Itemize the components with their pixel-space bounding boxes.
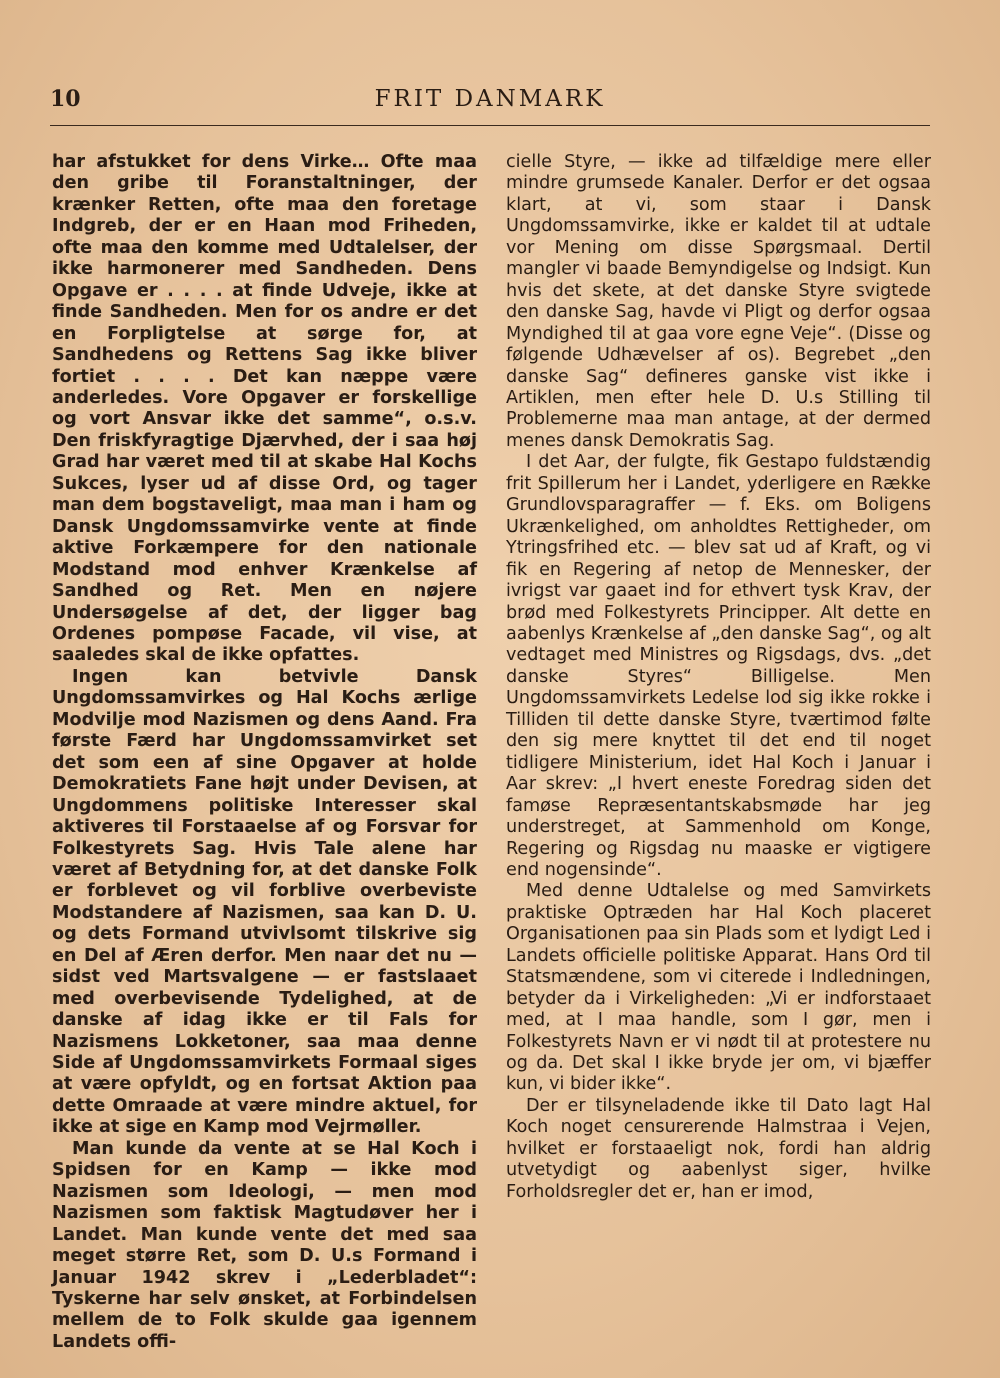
page-header: [50, 86, 930, 126]
left-column-paragraph: Ingen kan betvivle Dansk Ungdomssamvirkes og Hal Kochs ærlige Modvilje mod Nazismen og dens Aand. Fra første Færd har Ungdomssamvirket set det som een af sine Opgaver at holde Demokratiets Fane højt under Devisen, at Ungdommens politiske Interesser skal aktiveres til Forstaaelse af og Forsvar for Folkestyrets Sag. Hvis Tale alene har været af Betydning for, at det danske Folk er forblevet og vil forblive overbeviste Modstandere af Nazismen, saa kan D. U. og dets Formand utvivlsomt tilskrive sig en Del af Æren derfor. Men naar det nu — sidst ved Martsvalgene — er fastslaaet med overbevisende Tydelighed, at de danske af idag ikke er til Fals for Nazismens Lokketoner, saa maa denne Side af Ungdomssamvirkets Formaal siges at være opfyldt, og en fortsat Aktion paa dette Omraade at være mindre aktuel, for ikke at sige en Kamp mod Vejrmøller.: [52, 666, 477, 1138]
page-number: 10: [50, 86, 81, 112]
right-column-paragraph: cielle Styre, — ikke ad tilfældige mere eller mindre grumsede Kanaler. Derfor er det ogsaa klart, at vi, som staar i Dansk Ungdomssamvirke, ikke er kaldet til at udtale vor Mening om disse Spørgsmaal. Dertil mangler vi baade Bemyndigelse og Indsigt. Kun hvis det skete, at det danske Styre svigtede den danske Sag, havde vi Pligt og derfor ogsaa Myndighed til at gaa vore egne Veje“. (Disse og følgende Udhævelser af os). Begrebet „den danske Sag“ defineres ganske vist ikke i Artiklen, men efter hele D. U.s Stilling til Problemerne maa man antage, at der dermed menes dansk Demokratis Sag.: [506, 152, 931, 451]
right-column: [506, 152, 931, 1203]
left-column-paragraph: har afstukket for dens Virke… Ofte maa den gribe til Foranstaltninger, der krænker Retten, ofte maa den foretage Indgreb, der er en Haan mod Friheden, ofte maa den komme med Udtalelser, der ikke harmonerer med Sandheden. Dens Opgave er . . . . at finde Udveje, ikke at finde Sandheden. Men for os andre er det en Forpligtelse at sørge for, at Sandhedens og Rettens Sag ikke bliver fortiet . . . . Det kan næppe være anderledes. Vore Opgaver er forskellige og vort Ansvar ikke det samme“, o.s.v. Den friskfyragtige Djærvhed, der i saa høj Grad har været med til at skabe Hal Kochs Sukces, lyser ud af disse Ord, og tager man dem bogstaveligt, maa man i ham og Dansk Ungdomssamvirke vente at finde aktive Forkæmpere for den nationale Modstand mod enhver Krænkelse af Sandhed og Ret. Men en nøjere Undersøgelse af det, der ligger bag Ordenes pompøse Facade, vil vise, at saaledes skal de ikke opfattes.: [52, 152, 477, 666]
right-column-paragraph: I det Aar, der fulgte, fik Gestapo fuldstændig frit Spillerum her i Landet, yderligere en Række Grundlovsparagraffer — f. Eks. om Boligens Ukrænkelighed, om anholdtes Rettigheder, om Ytringsfrihed etc. — blev sat ud af Kraft, og vi fik en Regering af netop de Mennesker, der ivrigst var gaaet ind for ethvert tysk Krav, der brød med Folkestyrets Principper. Alt dette en aabenlys Krænkelse af „den danske Sag“, og alt vedtaget med Ministres og Rigsdags, dvs. „det danske Styres“ Billigelse. Men Ungdomssamvirkets Ledelse lod sig ikke rokke i Tilliden til dette danske Styre, tværtimod følte den sig mere knyttet til det end til noget tidligere Ministerium, idet Hal Koch i Januar i Aar skrev: „I hvert eneste Foredrag siden det famøse Repræsentantskabsmøde har jeg understreget, at Sammenhold om Konge, Regering og Rigsdag nu maaske er vigtigere end nogensinde“.: [506, 452, 931, 880]
right-column-paragraph: Der er tilsyneladende ikke til Dato lagt Hal Koch noget censurerende Halmstraa i Vejen, hvilket er forstaaeligt nok, fordi han aldrig utvetydigt og aabenlyst siger, hvilke Forholdsregler det er, han er imod,: [506, 1095, 931, 1202]
left-column: [52, 152, 477, 1353]
running-title: FRIT DANMARK: [374, 86, 606, 112]
left-column-paragraph: Man kunde da vente at se Hal Koch i Spidsen for en Kamp — ikke mod Nazismen som Ideologi, — men mod Nazismen som faktisk Magtudøver her i Landet. Man kunde vente det med saa meget større Ret, som D. U.s Formand i Januar 1942 skrev i „Lederbladet“: Tyskerne har selv ønsket, at Forbindelsen mellem de to Folk skulde gaa igennem Landets offi-: [52, 1138, 477, 1352]
right-column-paragraph: Med denne Udtalelse og med Samvirkets praktiske Optræden har Hal Koch placeret Organisationen paa sin Plads som et lydigt Led i Landets officielle politiske Apparat. Hans Ord til Statsmændene, som vi citerede i Indledningen, betyder da i Virkeligheden: „Vi er indforstaaet med, at I maa handle, som I gør, men i Folkestyrets Navn er vi nødt til at protestere nu og da. Det skal I ikke bryde jer om, vi bjæffer kun, vi bider ikke“.: [506, 881, 931, 1095]
header-rule: [50, 125, 930, 126]
